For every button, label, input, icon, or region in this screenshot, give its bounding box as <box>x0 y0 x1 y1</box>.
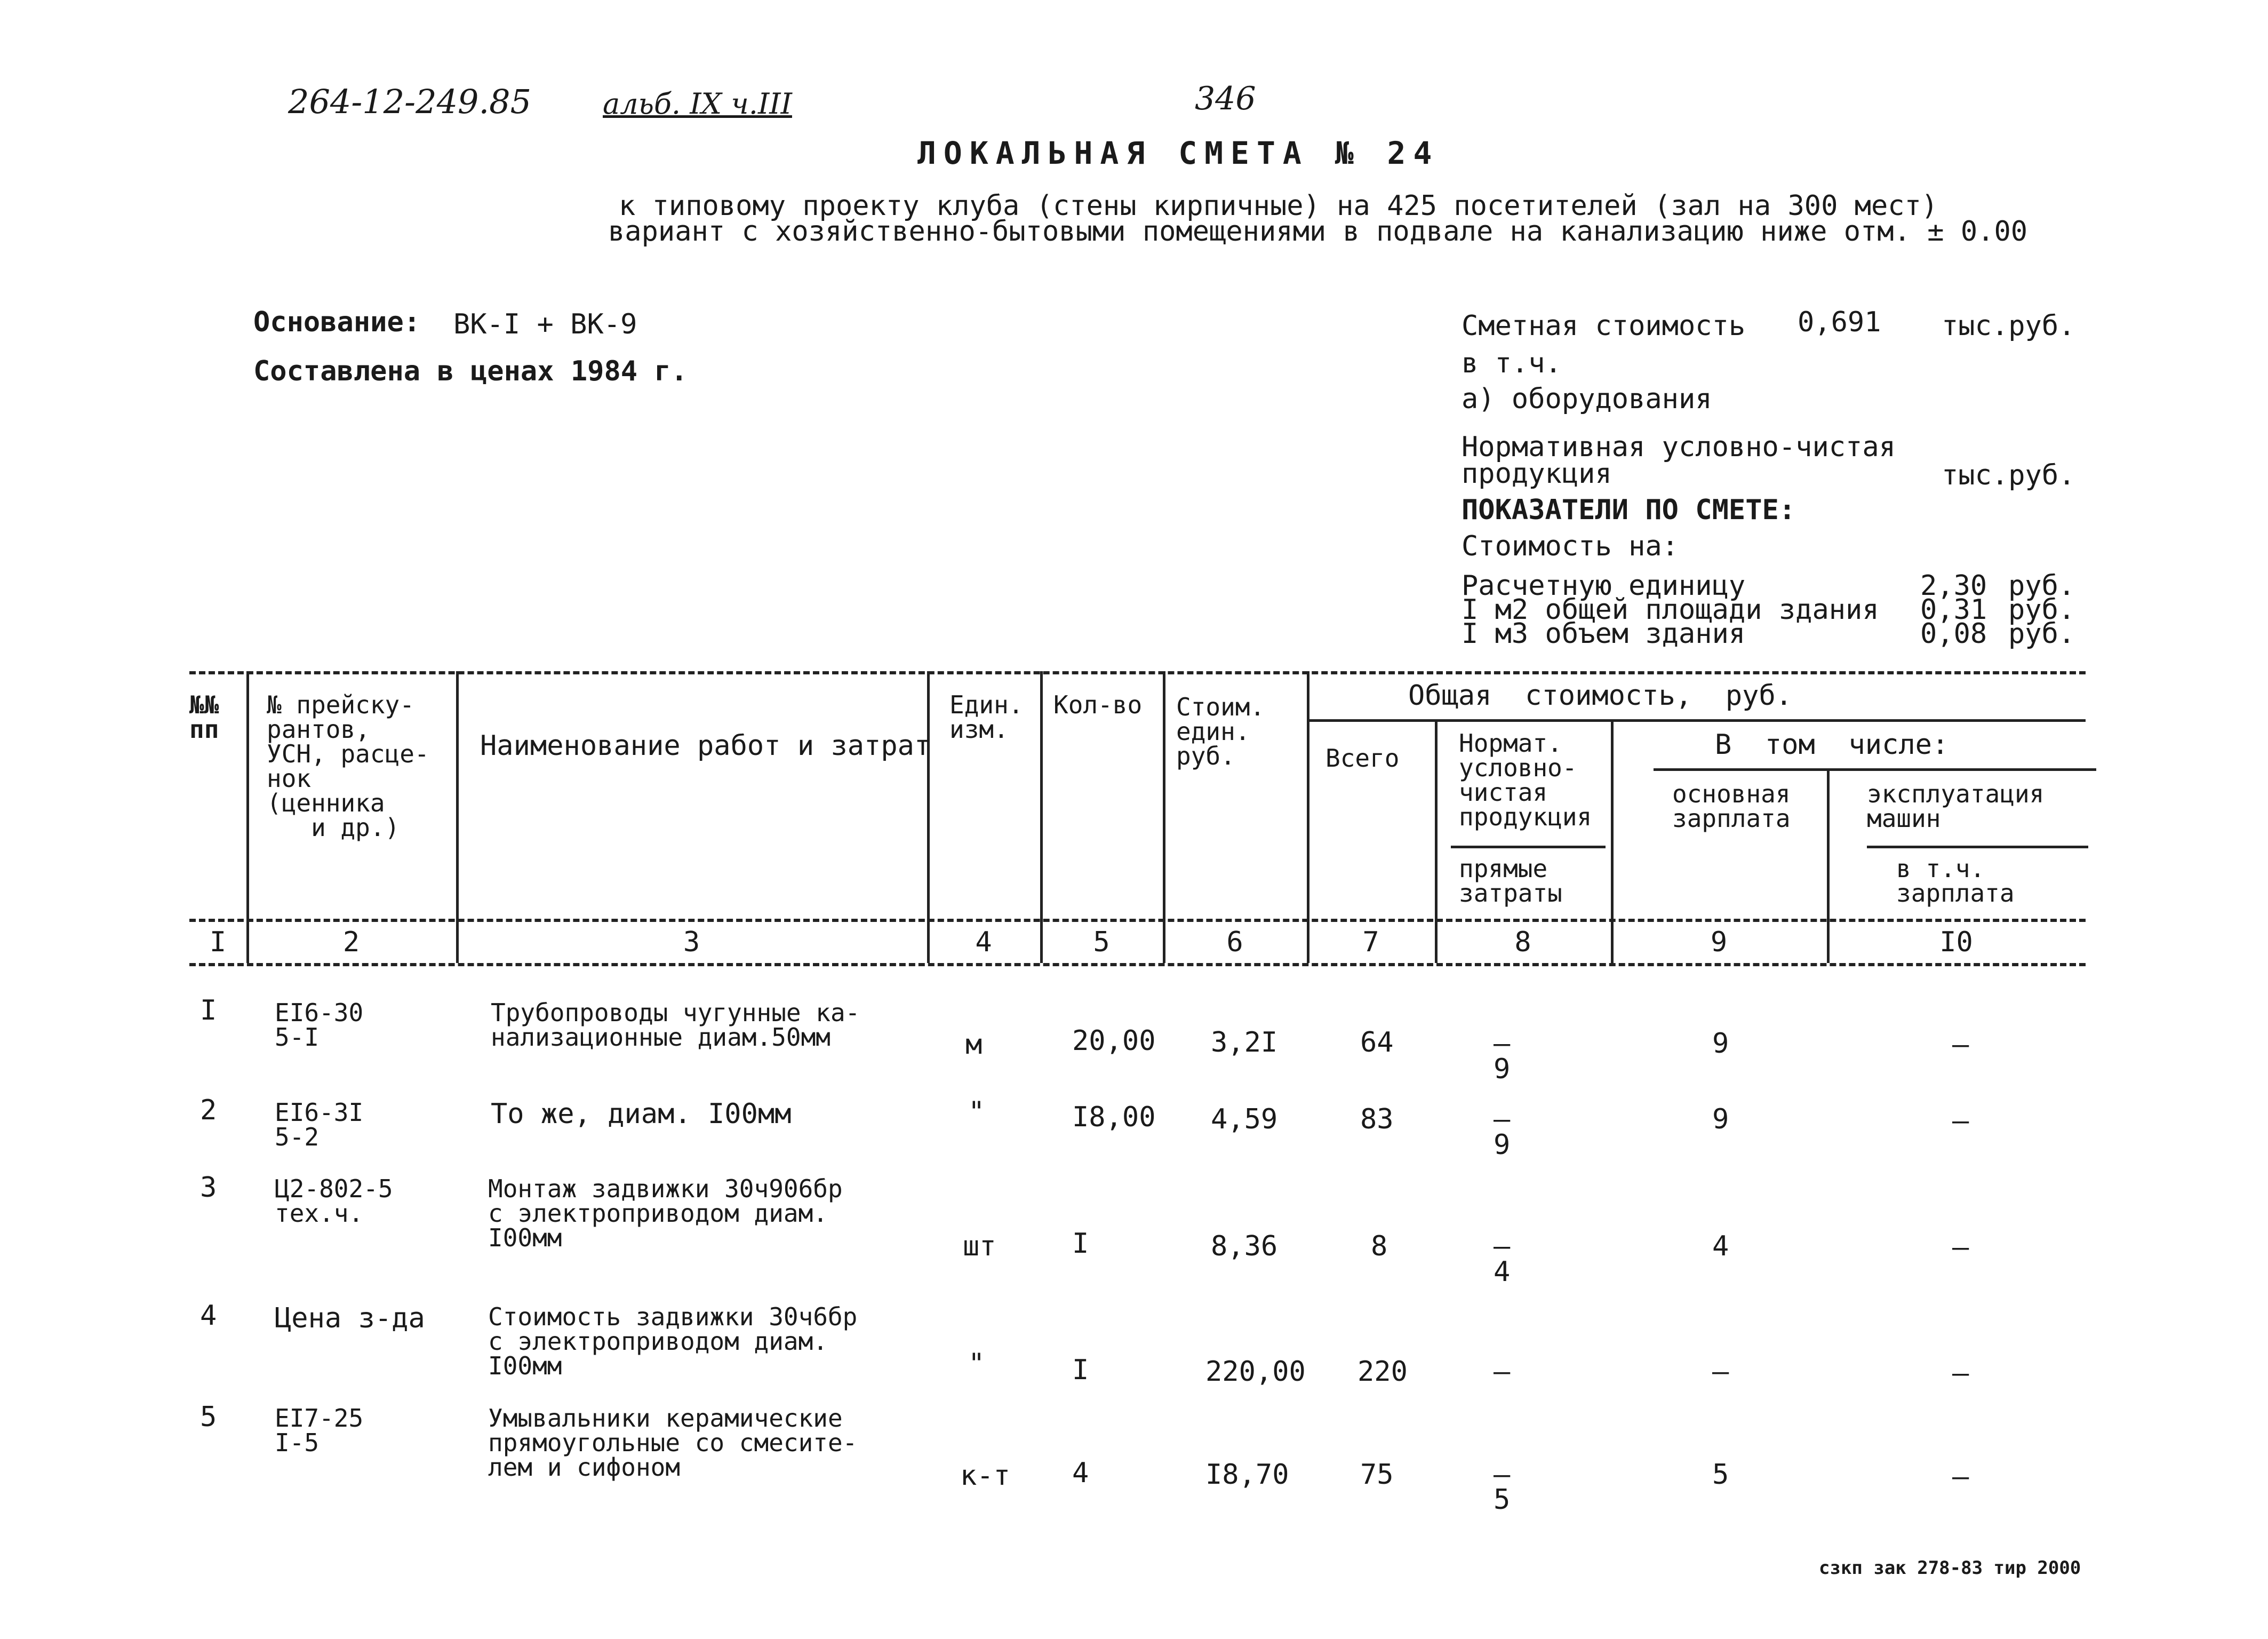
row-price: 3,2I <box>1211 1027 1278 1059</box>
row-code: Цена з-да <box>275 1302 425 1334</box>
column-number: 3 <box>683 926 700 958</box>
row-qty: I8,00 <box>1072 1101 1156 1133</box>
row-qty: 4 <box>1072 1457 1089 1489</box>
row-price: 4,59 <box>1211 1103 1278 1135</box>
row-unit: к-т <box>960 1460 1010 1492</box>
row-unit: шт <box>963 1230 996 1262</box>
column-number: 5 <box>1093 926 1110 958</box>
row-machines: – <box>1952 1461 1969 1493</box>
row-total: 8 <box>1371 1230 1388 1262</box>
indicators-heading: ПОКАЗАТЕЛИ ПО СМЕТЕ: <box>1462 494 1796 526</box>
row-machines: – <box>1952 1029 1969 1061</box>
row-qty: 20,00 <box>1072 1025 1156 1057</box>
row-direct: 9 <box>1494 1129 1511 1161</box>
indicator-unit-label: Расчетную единицу <box>1462 570 1746 602</box>
header-col-total: Всего <box>1325 744 1400 773</box>
header-incl-group: В том числе: <box>1715 729 1949 761</box>
estimated-cost-value: 0,691 <box>1798 306 1881 338</box>
row-number: 4 <box>200 1300 217 1332</box>
normative-label-1: Нормативная условно-чистая <box>1462 431 1896 463</box>
row-code: EI6-3I 5-2 <box>275 1098 364 1151</box>
row-number: 5 <box>200 1401 217 1433</box>
col-divider-3 <box>927 671 930 963</box>
row-wage: 9 <box>1712 1028 1729 1060</box>
row-direct: 5 <box>1494 1484 1511 1516</box>
norm-split-rule <box>1451 846 1606 848</box>
row-norm: – <box>1494 1103 1511 1135</box>
estimated-cost-label: Сметная стоимость <box>1462 310 1746 342</box>
row-price: I8,70 <box>1205 1459 1289 1491</box>
row-wage: 4 <box>1712 1230 1729 1262</box>
row-norm: – <box>1494 1459 1511 1491</box>
column-number: I0 <box>1939 926 1973 958</box>
indicator-volume-unit: руб. <box>2008 618 2075 650</box>
col-divider-2 <box>456 671 459 963</box>
row-wage: 9 <box>1712 1103 1729 1135</box>
normative-label-2: продукция <box>1462 458 1612 490</box>
album-reference: альб. IX ч.III <box>603 87 792 121</box>
indicator-volume-value: 0,08 <box>1920 618 1987 650</box>
indicator-area-unit: руб. <box>2008 594 2075 626</box>
row-unit: м <box>965 1029 983 1061</box>
row-wage: 5 <box>1712 1459 1729 1491</box>
row-name: Стоимость задвижки 30ч6бр с электроприводом диам. I00мм <box>488 1302 858 1380</box>
row-direct: 4 <box>1494 1256 1511 1288</box>
row-total: 83 <box>1360 1103 1394 1135</box>
header-col-name: Наименование работ и затрат <box>480 730 931 762</box>
indicator-unit-unit: руб. <box>2008 570 2075 602</box>
print-footer: сзкп зак 278-83 тир 2000 <box>1819 1557 2081 1579</box>
col-divider-7 <box>1435 719 1438 963</box>
row-qty: I <box>1072 1228 1089 1260</box>
row-name: Трубопроводы чугунные ка- нализационные диам.50мм <box>491 998 860 1052</box>
header-col-unit: Един. изм. <box>949 690 1024 744</box>
row-price: 220,00 <box>1205 1356 1306 1388</box>
row-direct: 9 <box>1494 1053 1511 1085</box>
header-col-machines: эксплуатация машин <box>1867 779 2045 833</box>
col-divider-5 <box>1163 671 1165 963</box>
incl-group-rule <box>1654 768 2096 771</box>
cost-per-label: Стоимость на: <box>1462 530 1679 562</box>
row-norm: – <box>1494 1028 1511 1060</box>
header-col-machines-wage: в т.ч. зарплата <box>1896 854 2015 908</box>
basis-value: ВК-I + ВК-9 <box>453 308 637 340</box>
indicator-volume-label: I м3 объем здания <box>1462 618 1746 650</box>
numbers-top-rule <box>189 919 2086 922</box>
normative-unit: тыс.руб. <box>1942 459 2075 491</box>
row-unit: " <box>968 1348 985 1380</box>
header-total-group: Общая стоимость, руб. <box>1408 680 1793 712</box>
column-number: 7 <box>1362 926 1379 958</box>
col-divider-8 <box>1611 719 1614 963</box>
column-number: 4 <box>975 926 992 958</box>
row-unit: " <box>968 1096 985 1128</box>
row-norm: – <box>1494 1356 1511 1388</box>
mach-split-rule <box>1867 846 2088 848</box>
indicator-unit-value: 2,30 <box>1920 570 1987 602</box>
column-number: 2 <box>342 926 360 958</box>
row-name: Умывальники керамические прямоугольные со смесите- лем и сифоном <box>488 1404 858 1482</box>
row-machines: – <box>1952 1357 1969 1389</box>
including-label: в т.ч. <box>1462 347 1562 379</box>
page-number: 346 <box>1195 80 1256 117</box>
row-machines: – <box>1952 1105 1969 1137</box>
column-number: 8 <box>1514 926 1531 958</box>
basis-label: Основание: <box>253 306 421 338</box>
row-number: 2 <box>200 1094 217 1126</box>
estimated-cost-unit: тыс.руб. <box>1942 310 2075 342</box>
row-code: Ц2-802-5 тех.ч. <box>275 1174 393 1228</box>
row-price: 8,36 <box>1211 1230 1278 1262</box>
row-name: То же, диам. I00мм <box>491 1098 792 1130</box>
row-total: 75 <box>1360 1459 1394 1491</box>
row-total: 220 <box>1357 1356 1408 1388</box>
column-number: 9 <box>1710 926 1728 958</box>
col-divider-4 <box>1040 671 1043 963</box>
header-col-number: №№ пп <box>189 690 219 744</box>
header-col-direct: прямые затраты <box>1459 854 1562 908</box>
header-col-wage: основная зарплата <box>1672 779 1791 833</box>
subtitle-line-1: к типовому проекту клуба (стены кирпичные) на 425 посетителей (зал на 300 мест) <box>619 190 1938 222</box>
numbers-bottom-rule <box>189 963 2086 966</box>
col-divider-6 <box>1307 671 1309 963</box>
header-col-code: № прейску- рантов, УСН, расце- нок (ценника и др.) <box>267 690 429 842</box>
indicator-area-value: 0,31 <box>1920 594 1987 626</box>
row-norm: – <box>1494 1230 1511 1262</box>
row-name: Монтаж задвижки 30ч906бр с электроприводом диам. I00мм <box>488 1174 843 1252</box>
header-col-qty: Кол-во <box>1053 690 1143 719</box>
header-col-price: Стоим. един. руб. <box>1176 693 1265 770</box>
equipment-label: а) оборудования <box>1462 383 1712 415</box>
header-col-norm: Нормат. условно- чистая продукция <box>1459 729 1592 831</box>
page-title: ЛОКАЛЬНАЯ СМЕТА № 24 <box>917 135 1440 171</box>
row-number: 3 <box>200 1172 217 1204</box>
table-top-rule <box>189 671 2086 674</box>
document-code: 264-12-249.85 <box>288 82 532 121</box>
row-wage: – <box>1712 1356 1729 1388</box>
prices-note: Составлена в ценах 1984 г. <box>253 355 688 387</box>
total-group-rule <box>1307 719 2086 722</box>
subtitle-line-2: вариант с хозяйственно-бытовыми помещениями в подвале на канализацию ниже отм. ± 0.00 <box>608 216 2028 248</box>
indicator-area-label: I м2 общей площади здания <box>1462 594 1879 626</box>
column-number: 6 <box>1226 926 1243 958</box>
row-number: I <box>200 994 217 1027</box>
row-code: EI6-30 5-I <box>275 998 364 1052</box>
column-number: I <box>209 926 227 958</box>
row-total: 64 <box>1360 1027 1394 1059</box>
row-qty: I <box>1072 1354 1089 1386</box>
row-machines: – <box>1952 1231 1969 1263</box>
row-code: EI7-25 I-5 <box>275 1404 364 1457</box>
col-divider-1 <box>246 671 249 963</box>
